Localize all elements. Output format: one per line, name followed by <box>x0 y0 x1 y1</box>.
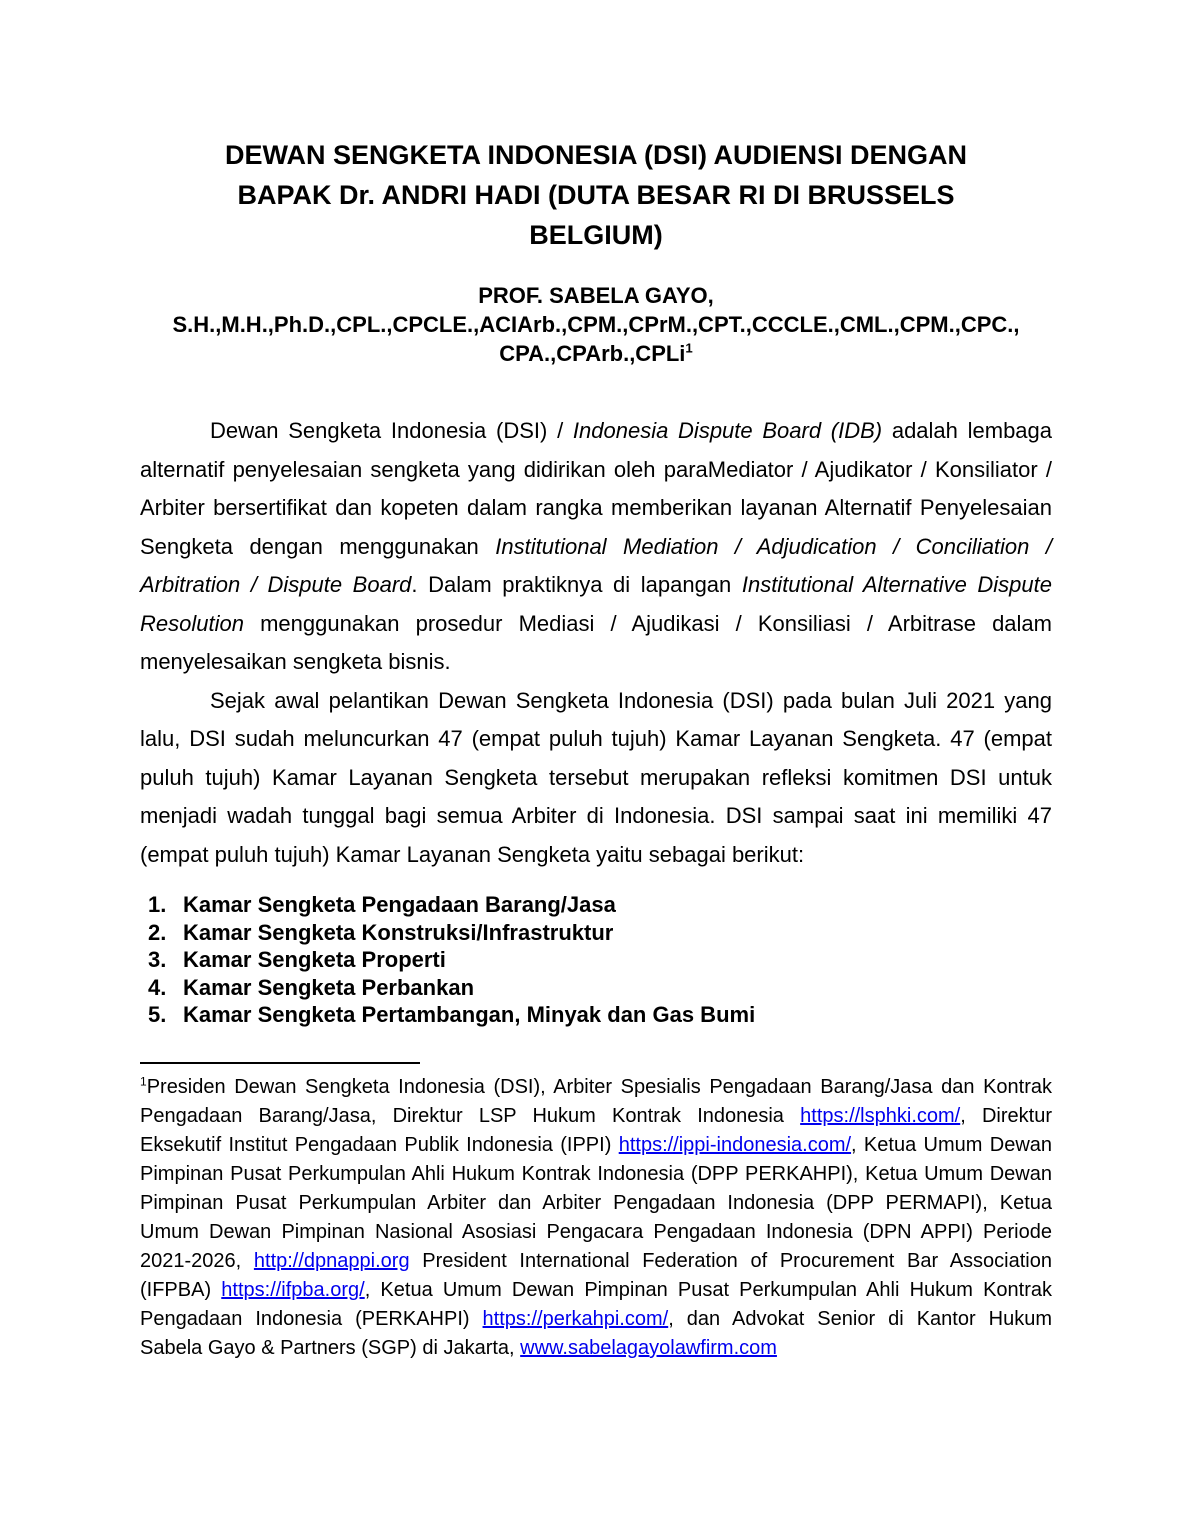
paragraph-text: . Dalam praktiknya di lapangan <box>411 572 742 597</box>
list-item-number: 2. <box>148 919 167 945</box>
paragraph-italic-text: Institutional Alternative Dispute Resolution <box>140 572 1052 636</box>
footnote-link-ifpba[interactable]: https://ifpba.org/ <box>221 1278 365 1301</box>
body-paragraph-2: Sejak awal pelantikan Dewan Sengketa Indonesia (DSI) pada bulan Juli 2021 yang lalu, DSI sudah meluncurkan 47 (empat puluh tujuh) Kamar Layanan Sengketa. 47 (empat puluh tujuh) Kamar Layanan Sengketa tersebut merupakan refleksi komitmen DSI untuk menjadi wadah tunggal bagi semua Arbiter di Indonesia. DSI sampai saat ini memiliki 47 (empat puluh tujuh) Kamar Layanan Sengketa yaitu sebagai berikut: <box>140 687 1052 867</box>
footnote-text: President International Federation of Procurement Bar Association (IFPBA) <box>140 1249 1052 1301</box>
list-item-number: 5. <box>148 1002 167 1028</box>
footnote-text: , Ketua Umum Dewan Pimpinan Pusat Perkumpulan Ahli Hukum Kontrak Indonesia (DPP PERKAHPI), Ketua Umum Dewan Pimpinan Pusat Perkumpulan Arbiter dan Arbiter Pengadaan Indonesia (DPP PERMAPI), Ketua Umum Dewan Pimpinan Nasional Asosiasi Pengacara Pengadaan Indonesia (DPN APPI) Periode 2021-2026, <box>140 1133 1053 1272</box>
author-block <box>140 281 1052 368</box>
footnote-link-lsphki[interactable]: https://lsphki.com/ <box>800 1104 961 1127</box>
paragraph-italic-text: Indonesia Dispute Board (IDB) <box>572 418 883 443</box>
author-name: PROF. SABELA GAYO, <box>478 283 714 308</box>
list-item-label: Kamar Sengketa Properti <box>183 947 446 973</box>
document-body <box>140 412 1052 874</box>
list-item-number: 3. <box>148 947 167 973</box>
footnote-link-dpnappi[interactable]: http://dpnappi.org <box>253 1249 410 1272</box>
list-item <box>148 974 1052 1002</box>
footnote-separator-rule <box>140 1062 420 1064</box>
footnote-reference-marker: 1 <box>685 340 693 356</box>
title-line-1: DEWAN SENGKETA INDONESIA (DSI) AUDIENSI DENGAN <box>224 140 968 170</box>
footnote-number-marker: 1 <box>140 1074 147 1089</box>
list-item <box>148 946 1052 974</box>
footnote-link-sabelagayolawfirm[interactable]: www.sabelagayolawfirm.com <box>520 1336 777 1359</box>
footnote-text: Presiden Dewan Sengketa Indonesia (DSI), Arbiter Spesialis Pengadaan Barang/Jasa dan Kontrak Pengadaan Barang/Jasa, Direktur LSP Hukum Kontrak Indonesia <box>140 1075 1052 1127</box>
list-item-number: 1. <box>148 892 167 917</box>
footnote-text: , Direktur Eksekutif Institut Pengadaan Publik Indonesia (IPPI) <box>140 1104 1052 1156</box>
author-credentials-line-2 <box>140 339 1052 368</box>
title-line-3: BELGIUM) <box>529 220 663 250</box>
body-paragraph-1 <box>140 412 1052 682</box>
author-credentials-text: CPA.,CPArb.,CPLi <box>499 341 686 366</box>
footnote-text: , Ketua Umum Dewan Pimpinan Pusat Perkumpulan Ahli Hukum Kontrak Pengadaan Indonesia (PERKAHPI) <box>140 1278 1053 1330</box>
document-content <box>140 0 1052 1363</box>
list-item-label: Kamar Sengketa Pengadaan Barang/Jasa <box>183 892 616 917</box>
list-item-label: Kamar Sengketa Pertambangan, Minyak dan Gas Bumi <box>183 1002 756 1028</box>
paragraph-italic-text: Institutional Mediation / Adjudication / Conciliation / Arbitration / Dispute Board <box>140 533 1052 597</box>
list-item-number: 4. <box>148 974 167 1000</box>
list-item <box>148 919 1052 947</box>
kamar-sengketa-list <box>140 891 1052 1029</box>
author-credentials-line-1: S.H.,M.H.,Ph.D.,CPL.,CPCLE.,ACIArb.,CPM.,CPrM.,CPT.,CCCLE.,CML.,CPM.,CPC., <box>172 312 1020 337</box>
list-item-label: Kamar Sengketa Perbankan <box>183 974 475 1000</box>
list-item <box>148 891 1052 919</box>
title-line-2: BAPAK Dr. ANDRI HADI (DUTA BESAR RI DI BRUSSELS <box>237 180 955 210</box>
list-item-label: Kamar Sengketa Konstruksi/Infrastruktur <box>183 919 614 945</box>
list-item <box>148 1001 1052 1029</box>
paragraph-text: adalah lembaga alternatif penyelesaian sengketa yang didirikan oleh paraMediator / Ajudikator / Konsiliator / Arbiter bersertifikat dan kopeten dalam rangka memberikan layanan Alternatif Penyelesaian Sengketa dengan menggunakan <box>140 418 1053 559</box>
footnote-link-perkahpi[interactable]: https://perkahpi.com/ <box>482 1307 669 1330</box>
paragraph-text: menggunakan prosedur Mediasi / Ajudikasi / Konsiliasi / Arbitrase dalam menyelesaikan sengketa bisnis. <box>140 610 1052 674</box>
footnote-text: , dan Advokat Senior di Kantor Hukum Sabela Gayo & Partners (SGP) di Jakarta, <box>140 1307 1052 1359</box>
footnote-link-ippi-indonesia[interactable]: https://ippi-indonesia.com/ <box>618 1133 852 1156</box>
paragraph-text: Dewan Sengketa Indonesia (DSI) / <box>210 418 573 443</box>
document-title <box>140 0 1052 255</box>
footnote <box>140 1073 1052 1363</box>
